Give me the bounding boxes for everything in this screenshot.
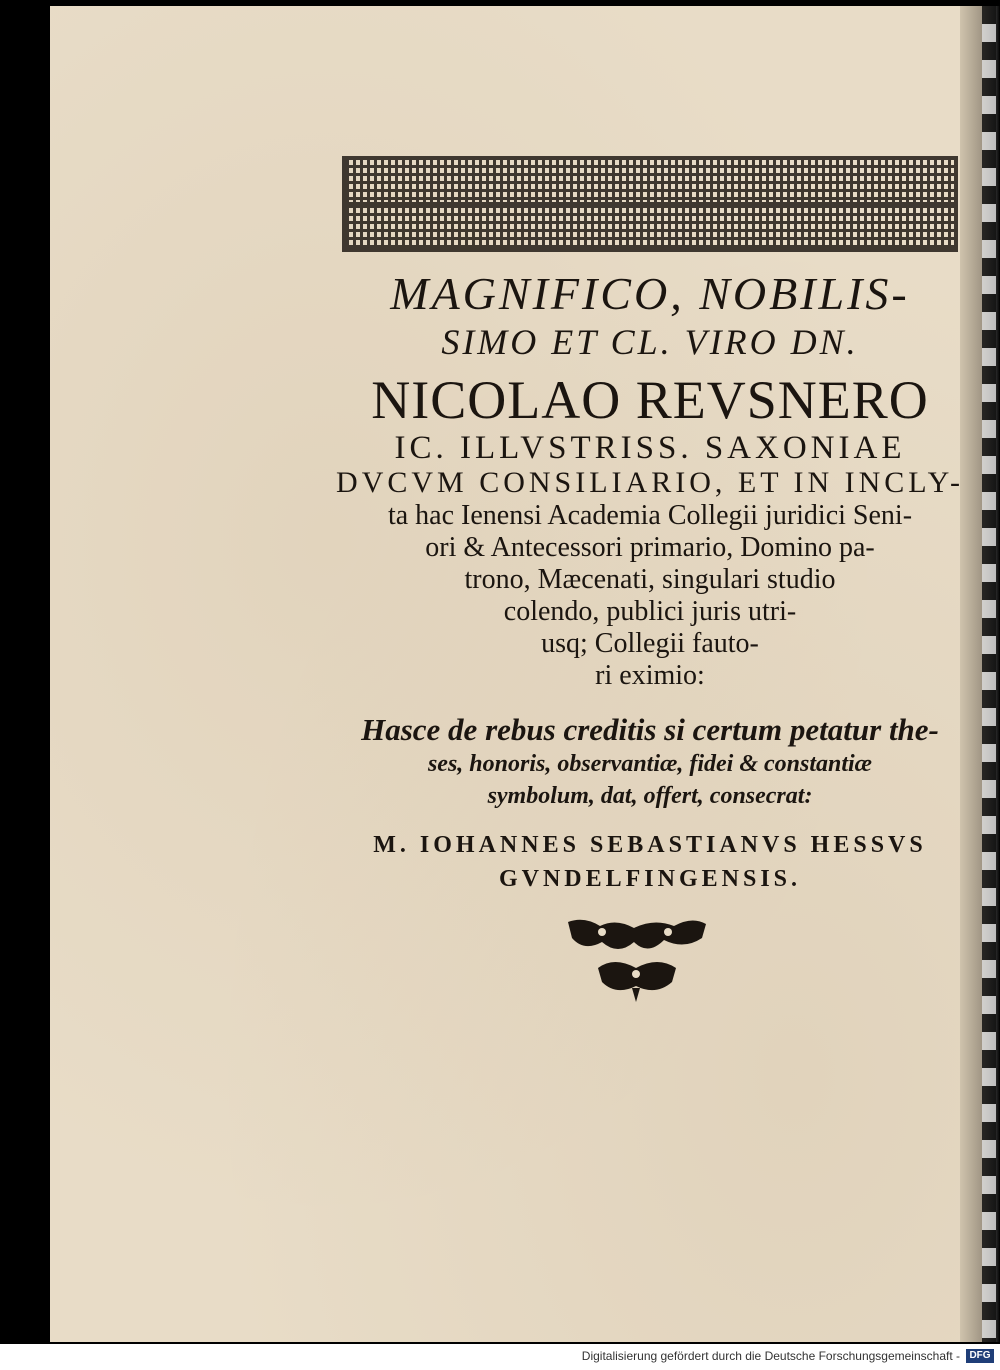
tailpiece-ornament-icon <box>564 916 710 1014</box>
dedication-line-2: SIMO ET CL. VIRO DN. <box>441 322 859 362</box>
dfg-logo: DFG <box>966 1349 994 1363</box>
decorative-border-ornament <box>342 156 958 252</box>
dedicatee-title-1: IC. ILLVSTRISS. SAXONIAE <box>394 430 906 466</box>
author-line-1: M. IOHANNES SEBASTIANVS HESSVS <box>373 832 927 858</box>
author-signature <box>330 828 970 896</box>
dedicatee-title-2: DVCVM CONSILIARIO, ET IN INCLY- <box>336 466 964 499</box>
offering-line-3: symbolum, dat, offert, consecrat: <box>487 783 813 809</box>
color-scale-bar <box>982 6 996 1342</box>
funding-notice: Digitalisierung gefördert durch die Deutsche Forschungsgemeinschaft - <box>581 1349 960 1363</box>
offering-text <box>330 712 970 812</box>
dedicatee-name: NICOLAO REVSNERO <box>371 370 929 430</box>
body-line: ta hac Ienensi Academia Collegii juridici Seni- <box>387 500 913 531</box>
body-line: ri eximio: <box>595 660 705 691</box>
body-line: usq; Collegii fauto- <box>541 628 759 659</box>
offering-line-2: ses, honoris, observantiæ, fidei & constantiæ <box>427 751 873 777</box>
footer-bar <box>0 1344 1000 1370</box>
offering-line-1: Hasce de rebus creditis si certum petatur the- <box>361 712 939 747</box>
dedication-line-1: MAGNIFICO, NOBILIS- <box>390 268 910 319</box>
body-line: trono, Mæcenati, singulari studio <box>464 564 836 595</box>
body-line: ori & Antecessori primario, Domino pa- <box>425 532 875 563</box>
dedication-text <box>330 268 970 896</box>
body-line: colendo, publici juris utri- <box>503 596 797 627</box>
author-line-2: GVNDELFINGENSIS. <box>498 866 802 892</box>
